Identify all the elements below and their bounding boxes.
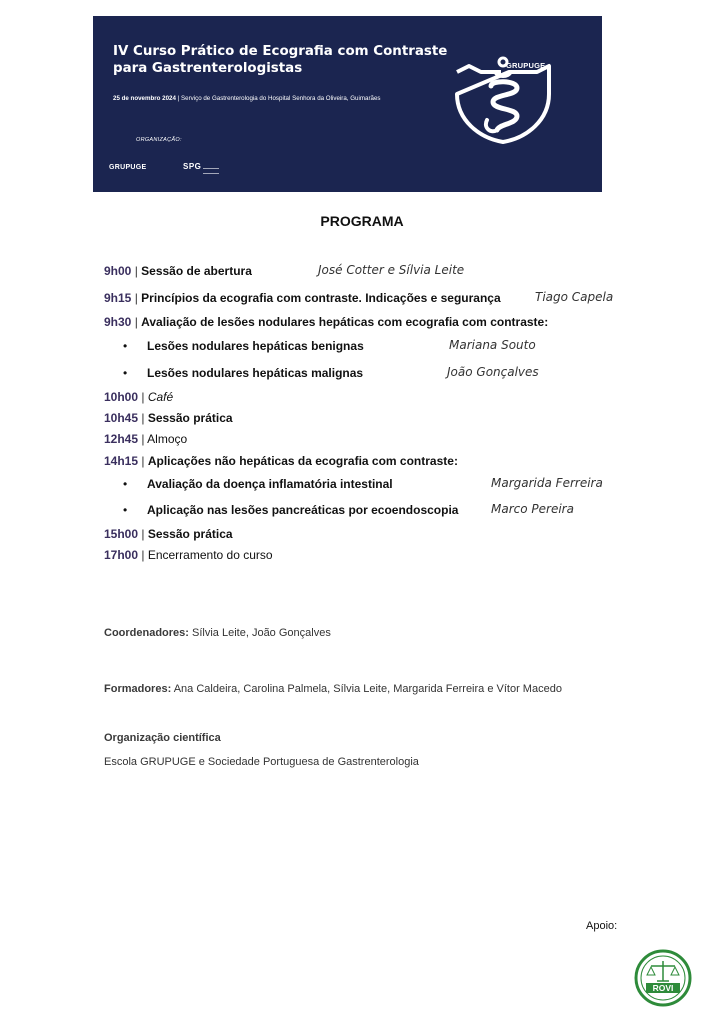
banner-title [113,43,447,77]
schedule-time: 10h00 [104,390,139,404]
schedule-item [104,390,173,404]
page-title: PROGRAMA [320,213,404,229]
bullet-icon: • [123,366,128,380]
schedule-separator: | [134,291,142,305]
schedule-item [104,454,458,468]
schedule-title: Princípios da ecografia com contraste. Indicações e segurança [141,291,501,305]
schedule-title: Aplicações não hepáticas da ecografia com contraste: [147,454,458,468]
grupuge-emblem-text: GRUPUGE [506,61,546,70]
coordinators-label: Coordenadores: [104,627,189,639]
coordinators-value: Sílvia Leite, João Gonçalves [192,627,331,639]
coordinators [104,627,331,639]
org-spg-mark [203,168,219,174]
bullet-icon: • [123,339,128,353]
schedule-separator: | [141,390,148,404]
trainers-label: Formadores: [104,683,172,695]
schedule-item [104,291,501,305]
trainers-value: Ana Caldeira, Carolina Palmela, Sílvia Leite, Margarida Ferreira e Vítor Macedo [173,683,562,695]
schedule-separator: | [134,315,142,329]
bullet-icon: • [123,503,128,517]
schedule-speaker: Mariana Souto [449,338,536,352]
schedule-title: Sessão prática [147,527,233,541]
schedule-speaker: Margarida Ferreira [491,476,603,490]
schedule-title: Sessão prática [147,411,233,425]
schedule-separator: | [141,411,148,425]
banner-date: 25 de novembro 2024 [113,95,176,102]
schedule-time: 17h00 [104,548,139,562]
scientific-organization-value: Escola GRUPUGE e Sociedade Portuguesa de Gastrenterologia [104,756,419,768]
trainers [104,683,562,695]
banner-title-line1: IV Curso Prático de Ecografia com Contraste [113,44,448,59]
rovi-logo-text: ROVI [652,983,674,993]
schedule-item [104,527,233,541]
schedule-separator: | [141,432,148,446]
scientific-organization-label [104,732,221,744]
schedule-subitem: Aplicação nas lesões pancreáticas por ecoendoscopia [147,503,459,517]
schedule-time: 12h45 [104,432,139,446]
schedule-time: 15h00 [104,527,139,541]
schedule-subitem: Lesões nodulares hepáticas benignas [147,339,364,353]
schedule-title: Café [147,390,174,404]
banner-subline [113,95,380,102]
support-label: Apoio: [586,920,618,932]
schedule-separator: | [134,264,142,278]
schedule-subitem: Avaliação da doença inflamatória intestinal [147,477,393,491]
rovi-logo-icon [634,949,692,1007]
schedule-time: 9h30 [104,315,132,329]
banner-venue: Serviço de Gastrenterologia do Hospital Senhora da Oliveira, Guimarães [181,95,381,102]
schedule-separator: | [141,527,148,541]
schedule-speaker: João Gonçalves [447,365,539,379]
schedule-title: Sessão de abertura [141,264,252,278]
schedule-title: Avaliação de lesões nodulares hepáticas com ecografia com contraste: [141,315,549,329]
schedule-speaker: José Cotter e Sílvia Leite [318,263,465,277]
banner-separator: | [177,95,181,102]
schedule-title: Encerramento do curso [147,548,273,562]
schedule-item [104,548,273,562]
banner-title-line2: para Gastrenterologistas [113,61,303,76]
schedule-item [104,432,187,446]
schedule-separator: | [141,548,148,562]
schedule-speaker: Marco Pereira [491,502,574,516]
schedule-subitem: Lesões nodulares hepáticas malignas [147,366,364,380]
header-banner [93,16,602,192]
organization-label: ORGANIZAÇÃO: [136,137,182,143]
schedule-time: 14h15 [104,454,139,468]
schedule-time: 10h45 [104,411,139,425]
schedule-separator: | [141,454,148,468]
schedule-title: Almoço [147,432,188,446]
schedule-item [104,264,252,278]
schedule-item [104,315,548,329]
org-grupuge-logo: GRUPUGE [109,164,147,171]
org-spg-logo: SPG [183,162,202,171]
schedule-speaker: Tiago Capela [535,290,614,304]
bullet-icon: • [123,477,128,491]
schedule-item [104,411,233,425]
schedule-time: 9h00 [104,264,132,278]
schedule-time: 9h15 [104,291,132,305]
scientific-organization-heading: Organização científica [104,732,221,744]
